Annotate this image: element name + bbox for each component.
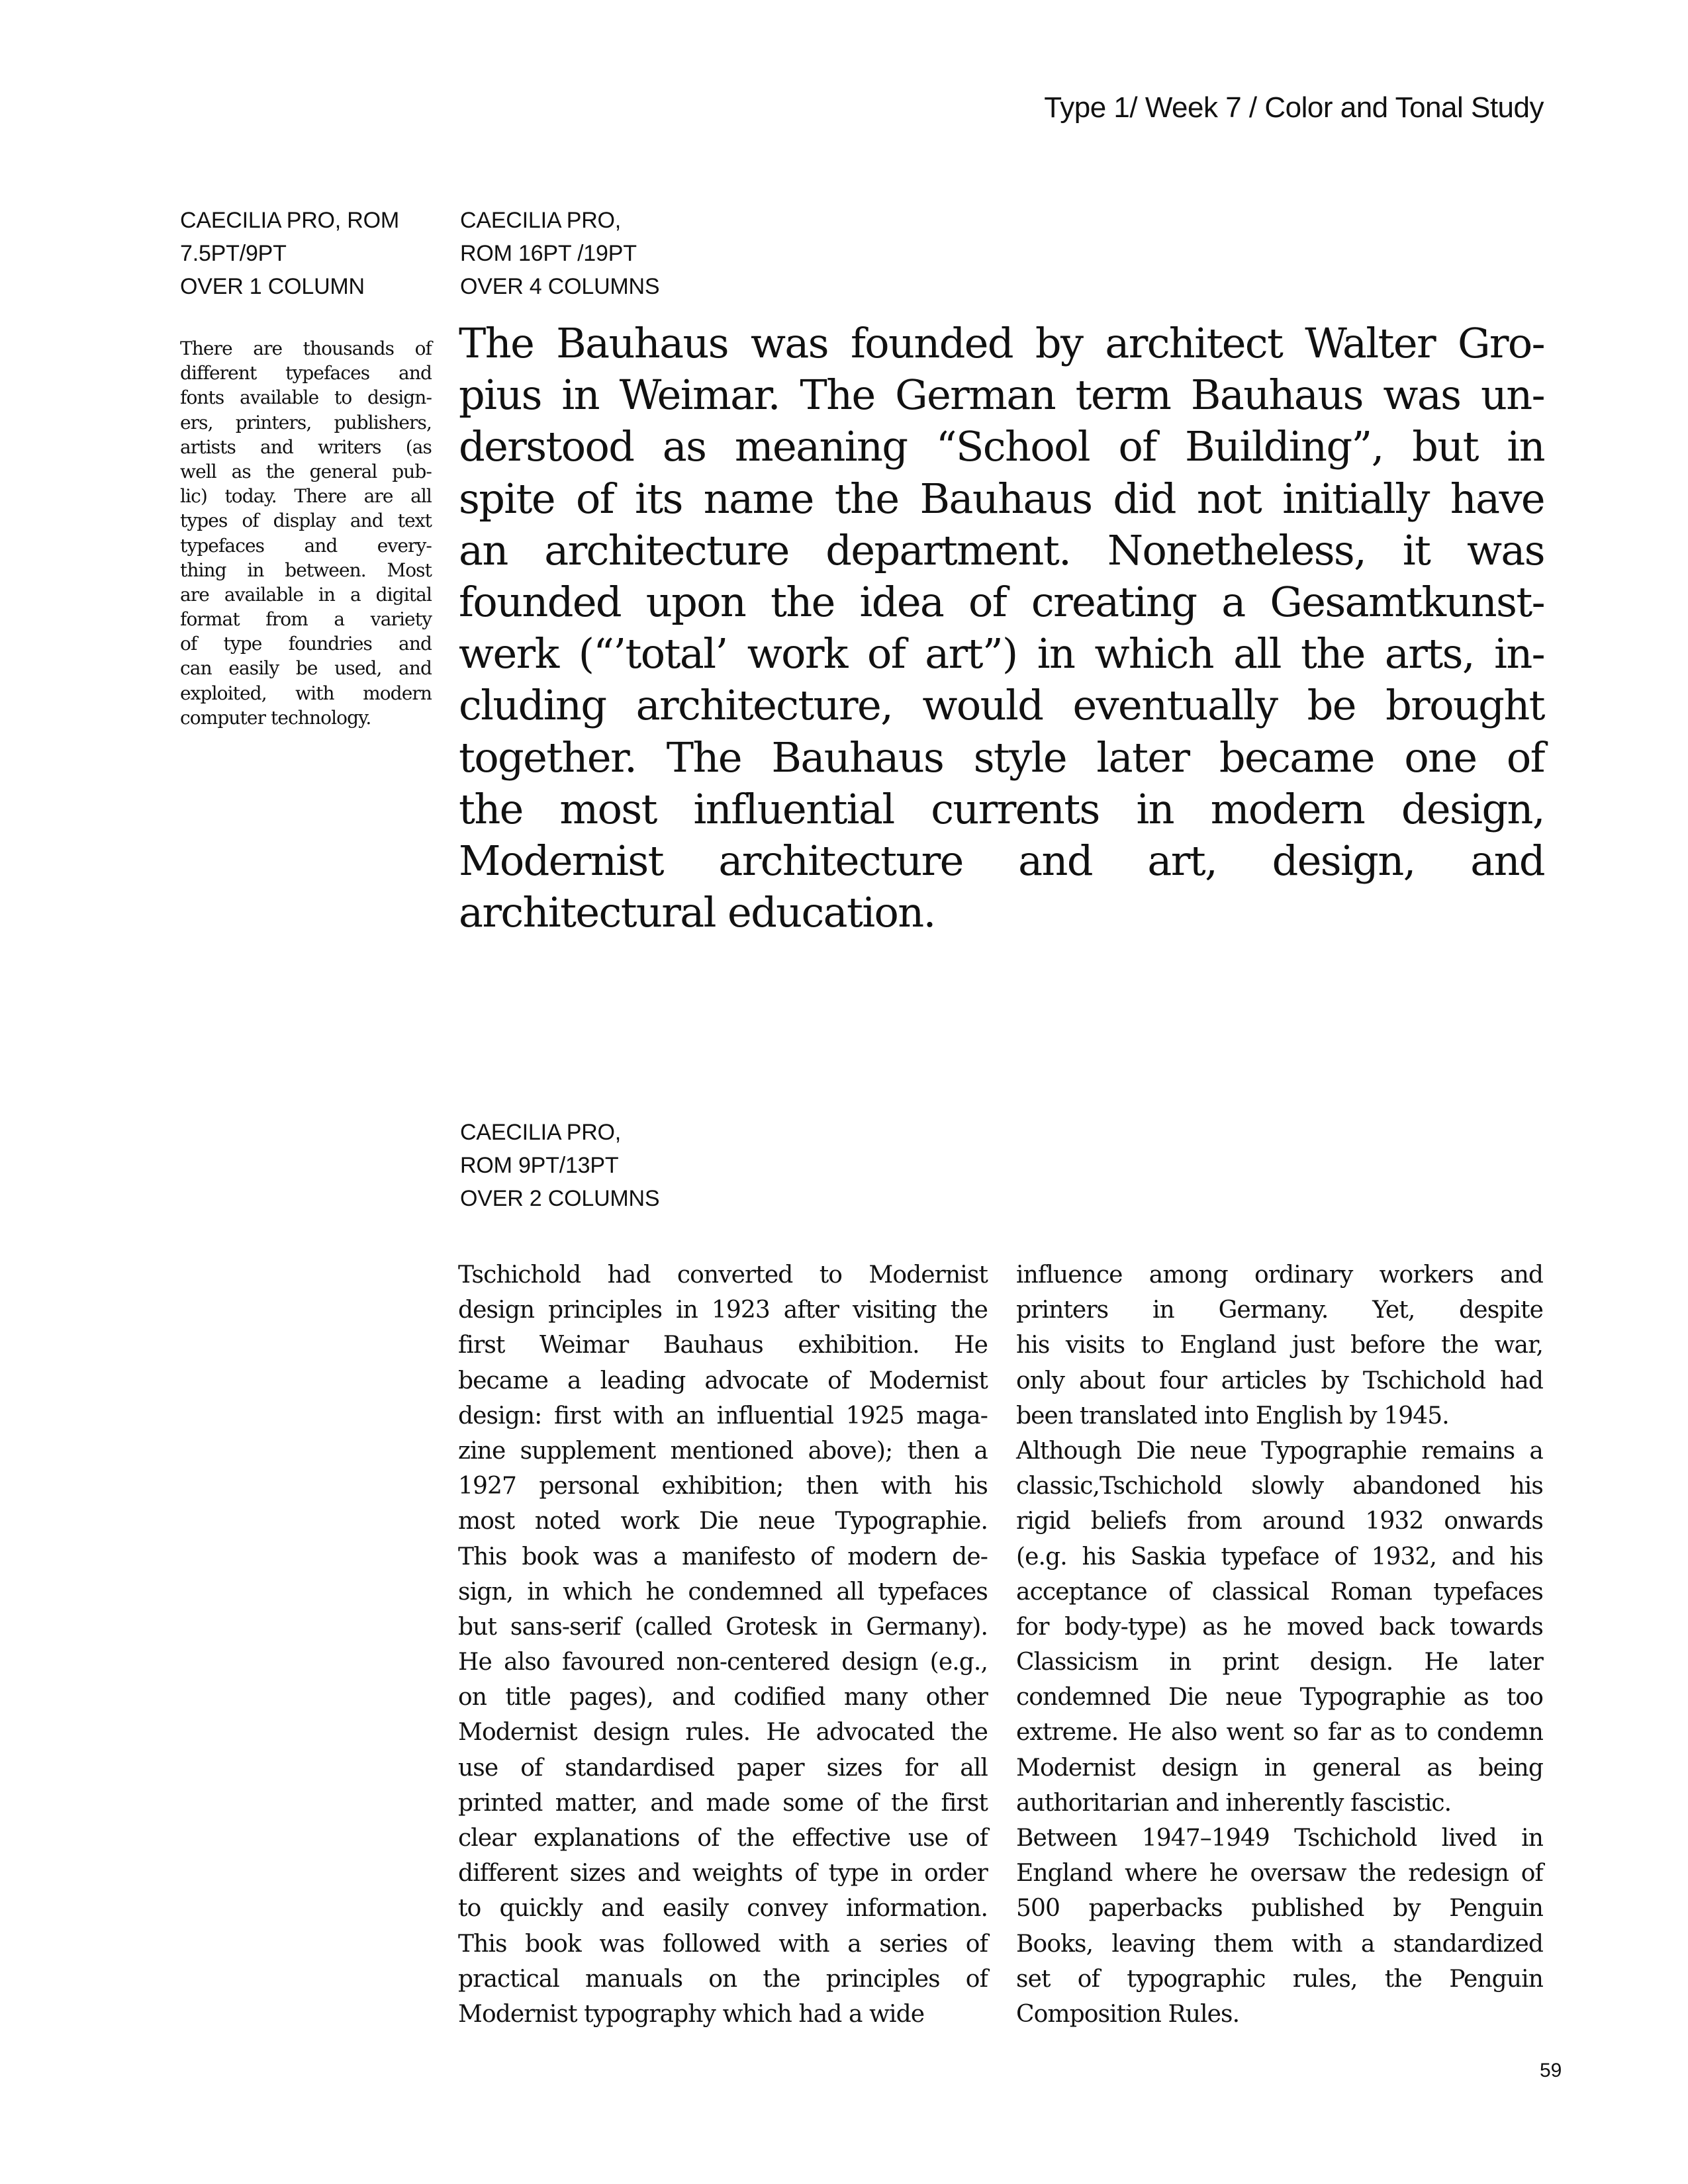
medium-specimen-column-2 (1016, 1257, 1543, 2032)
text-line: acceptance of classical Roman typefaces (1016, 1578, 1543, 1606)
text-line: to quickly and easily convey information. (458, 1895, 988, 1923)
text-line: cluding architecture, would eventually be brought (459, 681, 1544, 730)
spec-label-line: OVER 4 COLUMNS (460, 274, 660, 299)
text-line: Between 1947–1949 Tschichold lived in (1016, 1825, 1543, 1852)
large-specimen-label (460, 204, 659, 303)
text-line: first Weimar Bauhaus exhibition. He (458, 1332, 988, 1359)
text-line: became a leading advocate of Modernist (458, 1367, 988, 1394)
spec-label-line: OVER 2 COLUMNS (460, 1186, 660, 1211)
spec-label-line: CAECILIA PRO, ROM (180, 208, 400, 233)
spec-label-line: ROM 16PT /19PT (460, 241, 637, 266)
text-line: only about four articles by Tschichold had (1016, 1367, 1543, 1394)
text-line: This book was a manifesto of modern de- (458, 1543, 988, 1570)
text-line: artists and writers (as (180, 435, 432, 458)
large-specimen-text (459, 318, 1544, 938)
text-line: together. The Bauhaus style later became one of (459, 733, 1544, 782)
text-line: Classicism in print design. He later (1016, 1649, 1543, 1676)
text-line: set of typographic rules, the Penguin (1016, 1965, 1543, 1993)
text-line: Composition Rules. (1016, 2000, 1240, 2028)
text-line: his visits to England just before the war, (1016, 1332, 1543, 1359)
text-line: printers in Germany. Yet, despite (1016, 1297, 1543, 1324)
spec-label-line: 7.5PT/9PT (180, 241, 287, 266)
text-line: 1927 personal exhibition; then with his (458, 1473, 988, 1500)
text-line: the most influential currents in modern design, (459, 784, 1544, 833)
text-line: 500 paperbacks published by Penguin (1016, 1895, 1543, 1923)
text-line: well as the general pub- (180, 460, 432, 482)
text-line: Modernist design in general as being (1016, 1754, 1543, 1782)
text-line: exploited, with modern (180, 682, 432, 704)
text-line: most noted work Die neue Typographie. (458, 1508, 988, 1535)
text-line: condemned Die neue Typographie as too (1016, 1684, 1543, 1711)
spec-label-line: OVER 1 COLUMN (180, 274, 365, 299)
text-line: Modernist typography which had a wide (458, 2000, 925, 2028)
text-line: format from a variety (180, 608, 432, 631)
text-line: authoritarian and inherently fascistic. (1016, 1789, 1452, 1817)
text-line: Modernist architecture and art, design, and (459, 836, 1544, 885)
text-line: clear explanations of the effective use of (458, 1825, 988, 1852)
text-line: use of standardised paper sizes for all (458, 1754, 988, 1782)
text-line: computer technology. (180, 706, 371, 729)
text-line: Books, leaving them with a standardized (1016, 1930, 1543, 1958)
text-line: Tschichold had converted to Modernist (458, 1261, 988, 1289)
text-line: He also favoured non-centered design (e.g., (458, 1649, 988, 1676)
small-specimen-text (180, 336, 432, 730)
text-line: influence among ordinary workers and (1016, 1261, 1543, 1289)
text-line: The Bauhaus was founded by architect Walter Gro- (459, 319, 1544, 367)
text-line: extreme. He also went so far as to condemn (1016, 1719, 1543, 1747)
text-line: but sans-serif (called Grotesk in Germany). (458, 1613, 988, 1641)
text-line: sign, in which he condemned all typefaces (458, 1578, 988, 1606)
text-line: different sizes and weights of type in order (458, 1860, 988, 1888)
text-line: pius in Weimar. The German term Bauhaus was un- (459, 371, 1544, 420)
medium-specimen-column-1 (458, 1257, 988, 2032)
text-line: founded upon the idea of creating a Gesamtkunst- (459, 577, 1544, 626)
text-line: Modernist design rules. He advocated the (458, 1719, 988, 1747)
text-line: typefaces and every- (180, 534, 432, 557)
text-line: design principles in 1923 after visiting the (458, 1297, 988, 1324)
small-specimen-label (180, 204, 399, 303)
text-line: zine supplement mentioned above); then a (458, 1437, 988, 1465)
text-line: Although Die neue Typographie remains a (1016, 1437, 1543, 1465)
text-line: (e.g. his Saskia typeface of 1932, and his (1016, 1543, 1543, 1570)
text-line: types of display and text (180, 510, 432, 532)
text-line: an architecture department. Nonetheless, it was (459, 525, 1544, 574)
running-header: Type 1/ Week 7 / Color and Tonal Study (1044, 91, 1544, 124)
spec-label-line: CAECILIA PRO, (460, 208, 622, 233)
text-line: been translated into English by 1945. (1016, 1402, 1449, 1430)
text-line: fonts available to design- (180, 387, 432, 409)
text-line: lic) today. There are all (180, 485, 432, 508)
text-line: spite of its name the Bauhaus did not initially have (459, 474, 1544, 523)
text-line: This book was followed with a series of (458, 1930, 988, 1958)
text-line: practical manuals on the principles of (458, 1965, 988, 1993)
text-line: printed matter, and made some of the first (458, 1789, 988, 1817)
text-line: werk (“’total’ work of art”) in which all the arts, in- (459, 629, 1544, 678)
text-line: on title pages), and codified many other (458, 1684, 988, 1711)
text-line: architectural education. (459, 888, 935, 937)
text-line: of type foundries and (180, 633, 432, 655)
medium-specimen-label (460, 1116, 659, 1215)
text-line: different typefaces and (180, 362, 432, 385)
text-line: design: first with an influential 1925 maga- (458, 1402, 988, 1430)
text-line: derstood as meaning “School of Building”, but in (459, 422, 1544, 471)
page-number: 59 (1540, 2060, 1562, 2081)
text-line: There are thousands of (180, 338, 432, 359)
text-line: thing in between. Most (180, 559, 432, 581)
spec-label-line: CAECILIA PRO, (460, 1120, 622, 1145)
spec-label-line: ROM 9PT/13PT (460, 1153, 619, 1178)
text-line: ers, printers, publishers, (180, 411, 432, 433)
text-line: are available in a digital (180, 583, 432, 606)
text-line: for body-type) as he moved back towards (1016, 1613, 1543, 1641)
text-line: can easily be used, and (180, 657, 432, 680)
text-line: rigid beliefs from around 1932 onwards (1016, 1508, 1543, 1535)
text-line: England where he oversaw the redesign of (1016, 1860, 1543, 1888)
text-line: classic,Tschichold slowly abandoned his (1016, 1473, 1543, 1500)
